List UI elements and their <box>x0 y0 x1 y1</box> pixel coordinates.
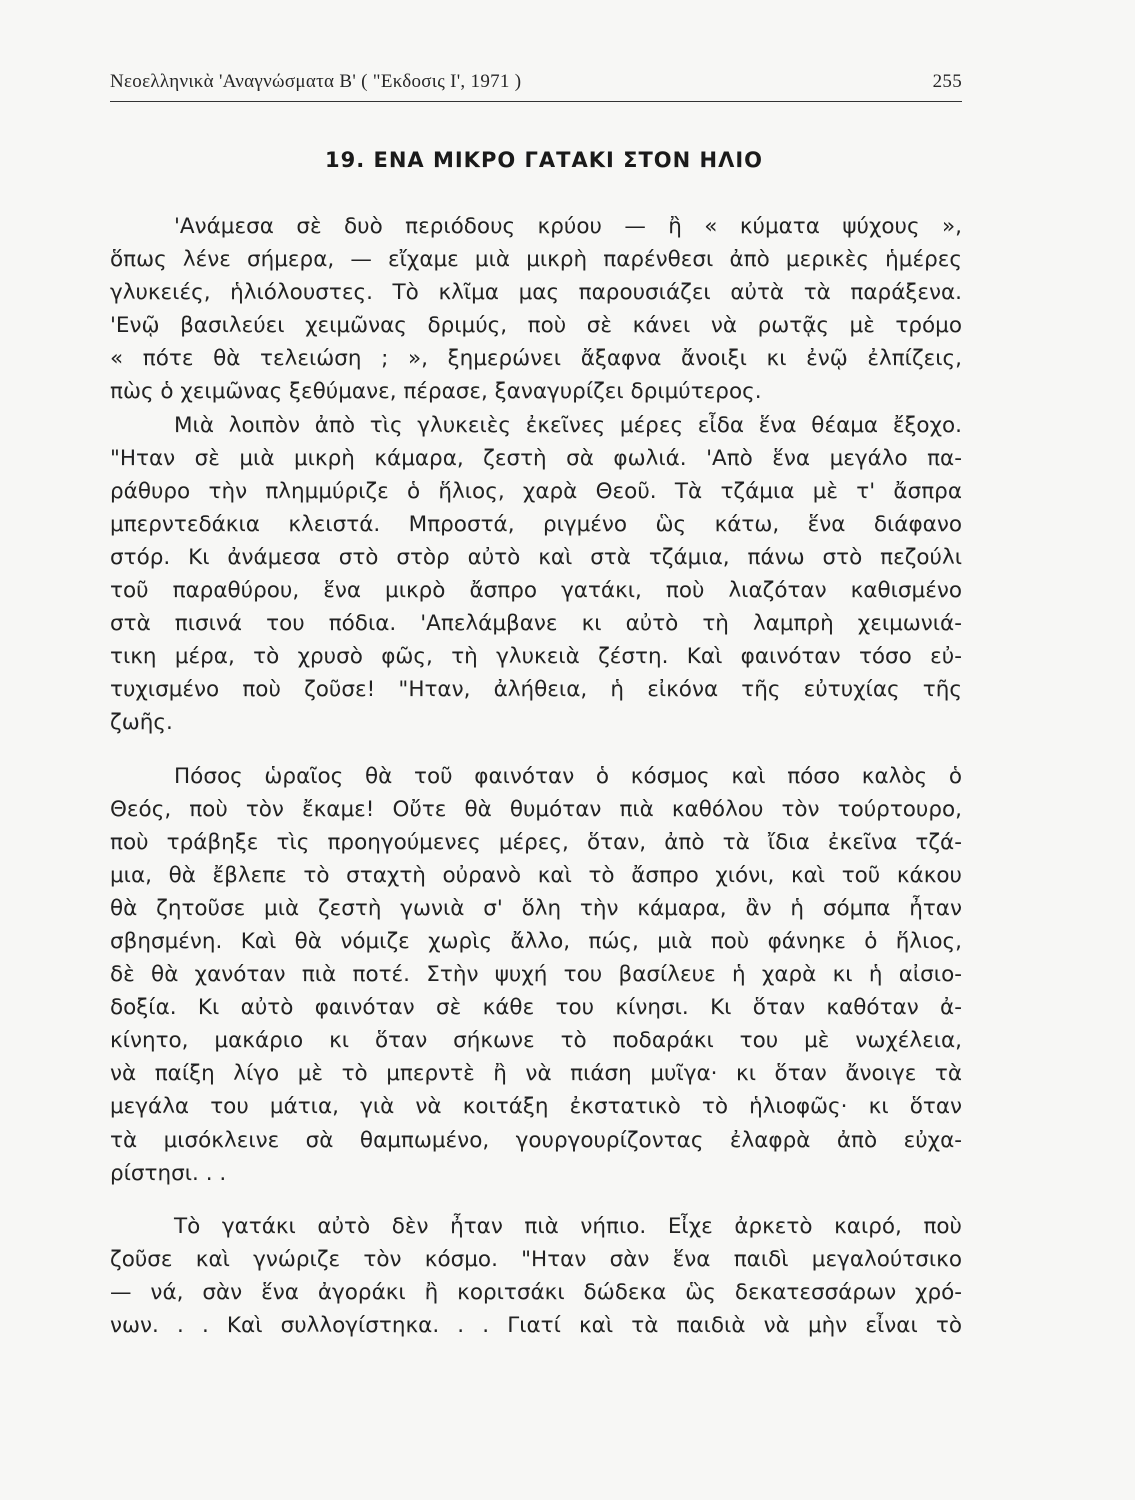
chapter-title: 19. ΕΝΑ ΜΙΚΡΟ ΓΑΤΑΚΙ ΣΤΟΝ ΗΛΙΟ <box>324 148 764 172</box>
text-line: "Ηταν σὲ μιὰ μικρὴ κάμαρα, ζεστὴ σὰ φωλιά. 'Απὸ ἕνα μεγάλο πα- <box>110 445 962 471</box>
text-line: « πότε θὰ τελειώση ; », ξημερώνει ἄξαφνα ἄνοιξι κι ἐνῷ ἐλπίζεις, <box>110 346 962 372</box>
text-line: Πόσος ὡραῖος θὰ τοῦ φαινόταν ὁ κόσμος καὶ πόσο καλὸς ὁ <box>174 763 962 789</box>
text-line: θὰ ζητοῦσε μιὰ ζεστὴ γωνιὰ σ' ὅλη τὴν κάμαρα, ἂν ἡ σόμπα ἦταν <box>110 895 962 921</box>
text-line: σβησμένη. Καὶ θὰ νόμιζε χωρὶς ἄλλο, πώς, μιὰ ποὺ φάνηκε ὁ ἥλιος, <box>110 928 962 954</box>
text-line: 'Ανάμεσα σὲ δυὸ περιόδους κρύου — ἢ « κύματα ψύχους », <box>174 214 962 239</box>
paragraph <box>110 760 962 1190</box>
text-line: νὰ παίξη λίγο μὲ τὸ μπερντὲ ἢ νὰ πιάση μυῖγα· κι ὅταν ἄνοιγε τὰ <box>110 1061 962 1087</box>
page-number: 255 <box>932 71 962 92</box>
text-line: ράθυρο τὴν πλημμύριζε ὁ ἥλιος, χαρὰ Θεοῦ. Τὰ τζάμια μὲ τ' ἄσπρα <box>110 478 962 504</box>
paragraph-gap <box>110 1190 962 1210</box>
text-line: κίνητο, μακάριο κι ὅταν σήκωνε τὸ ποδαράκι του μὲ νωχέλεια, <box>110 1028 962 1054</box>
running-header <box>110 71 962 101</box>
text-line: νων. . . Καὶ συλλογίστηκα. . . Γιατί καὶ τὰ παιδιὰ νὰ μὴν εἶναι τὸ <box>110 1313 962 1338</box>
text-line: δοξία. Κι αὐτὸ φαινόταν σὲ κάθε του κίνησι. Κι ὅταν καθόταν ἀ- <box>110 995 962 1021</box>
paragraph <box>110 409 962 740</box>
text-line: ζοῦσε καὶ γνώριζε τὸν κόσμο. "Ηταν σὰν ἕνα παιδὶ μεγαλούτσικο <box>110 1246 962 1272</box>
text-line: ὅπως λένε σήμερα, — εἴχαμε μιὰ μικρὴ παρένθεσι ἀπὸ μερικὲς ἡμέρες <box>110 247 962 273</box>
text-line: μια, θὰ ἔβλεπε τὸ σταχτὴ οὐρανὸ καὶ τὸ ἄσπρο χιόνι, καὶ τοῦ κάκου <box>110 862 962 888</box>
text-line: ζωῆς. <box>110 710 173 736</box>
text-line: μεγάλα του μάτια, γιὰ νὰ κοιτάξη ἐκστατικὸ τὸ ἡλιοφῶς· κι ὅταν <box>110 1094 962 1120</box>
text-line: Θεός, ποὺ τὸν ἔκαμε! Οὔτε θὰ θυμόταν πιὰ καθόλου τὸν τούρτουρο, <box>110 796 962 822</box>
paragraph-gap <box>110 740 962 760</box>
text-line: τὰ μισόκλεινε σὰ θαμπωμένο, γουργουρίζοντας ἐλαφρὰ ἀπὸ εὐχα- <box>110 1127 962 1153</box>
text-line: πὼς ὁ χειμῶνας ξεθύμανε, πέρασε, ξαναγυρίζει δριμύτερος. <box>110 379 762 405</box>
text-line: τοῦ παραθύρου, ἕνα μικρὸ ἄσπρο γατάκι, ποὺ λιαζόταν καθισμένο <box>110 578 962 604</box>
book-title: Νεοελληνικὰ 'Αναγνώσματα Β' ( "Εκδοσις Ι', 1971 ) <box>110 71 522 92</box>
paragraph <box>110 210 962 409</box>
text-line: — νά, σὰν ἕνα ἀγοράκι ἢ κοριτσάκι δώδεκα ὣς δεκατεσσάρων χρό- <box>110 1279 962 1305</box>
text-line: στόρ. Κι ἀνάμεσα στὸ στὸρ αὐτὸ καὶ στὰ τζάμια, πάνω στὸ πεζούλι <box>110 544 962 570</box>
text-line: μπερντεδάκια κλειστά. Μπροστά, ριγμένο ὣς κάτω, ἕνα διάφανο <box>110 511 962 537</box>
header-rule <box>110 101 962 102</box>
text-line: 'Ενῷ βασιλεύει χειμῶνας δριμύς, ποὺ σὲ κάνει νὰ ρωτᾷς μὲ τρόμο <box>110 313 962 339</box>
chapter-body <box>110 210 962 1342</box>
text-line: ρίστησι. . . <box>110 1160 227 1186</box>
text-line: δὲ θὰ χανόταν πιὰ ποτέ. Στὴν ψυχή του βασίλευε ἡ χαρὰ κι ἡ αἰσιο- <box>110 962 962 988</box>
text-line: τυχισμένο ποὺ ζοῦσε! "Ηταν, ἀλήθεια, ἡ εἰκόνα τῆς εὐτυχίας τῆς <box>110 677 962 703</box>
paragraph <box>110 1210 962 1342</box>
text-line: Τὸ γατάκι αὐτὸ δὲν ἦταν πιὰ νήπιο. Εἶχε ἀρκετὸ καιρό, ποὺ <box>174 1213 962 1239</box>
text-line: ποὺ τράβηξε τὶς προηγούμενες μέρες, ὅταν, ἀπὸ τὰ ἴδια ἐκεῖνα τζά- <box>110 829 962 855</box>
text-line: στὰ πισινά του πόδια. 'Απελάμβανε κι αὐτὸ τὴ λαμπρὴ χειμωνιά- <box>110 611 962 637</box>
text-line: τικη μέρα, τὸ χρυσὸ φῶς, τὴ γλυκειὰ ζέστη. Καὶ φαινόταν τόσο εὐ- <box>110 644 962 670</box>
text-line: Μιὰ λοιπὸν ἀπὸ τὶς γλυκειὲς ἐκεῖνες μέρες εἶδα ἕνα θέαμα ἔξοχο. <box>174 412 962 438</box>
text-line: γλυκειές, ἡλιόλουστες. Τὸ κλῖμα μας παρουσιάζει αὐτὰ τὰ παράξενα. <box>110 280 962 306</box>
